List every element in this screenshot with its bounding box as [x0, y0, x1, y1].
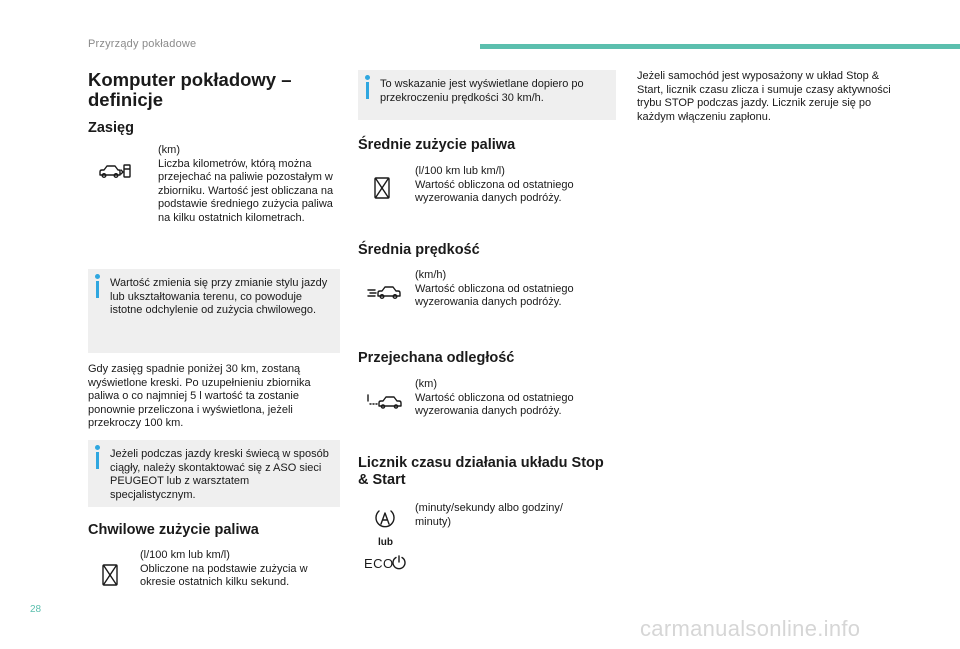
- stop-start-unit: (minuty/sekundy albo godziny/ minuty): [415, 502, 563, 528]
- range-dashes-paragraph: Gdy zasięg spadnie poniżej 30 km, zostaną wyświetlone kreski. Po uzupełnieniu zbiornika paliwa o co najmniej 5 l wartość ta zostanie ponownie przeliczona i wyświetlona, jeżeli przekroczy 100 km.: [88, 363, 311, 430]
- heading-range: Zasięg: [88, 120, 134, 136]
- avg-consumption-unit: (l/100 km lub km/l): [415, 165, 505, 177]
- page-number: 28: [30, 604, 42, 615]
- heading-distance: Przejechana odległość: [358, 350, 515, 366]
- info-note: [88, 440, 340, 507]
- stop-start-description: Jeżeli samochód jest wyposażony w układ Stop & Start, licznik czasu zlicza i sumuje czasy aktywności trybu STOP podczas jazdy. Licznik zeruje się po każdym włączeniu zapłonu.: [637, 70, 891, 123]
- section-label: Przyrządy pokładowe: [88, 38, 197, 50]
- info-note-text: To wskazanie jest wyświetlane dopiero po przekroczeniu prędkości 30 km/h.: [380, 78, 584, 104]
- watermark: carmanualsonline.info: [640, 616, 861, 641]
- avg-speed-description: Wartość obliczona od ostatniego wyzerowania danych podróży.: [415, 282, 574, 309]
- stop-start-icon: [372, 505, 398, 531]
- car-distance-icon: [366, 394, 404, 410]
- fuel-pump-icon: [101, 563, 121, 587]
- range-description: Liczba kilometrów, którą można przejechać na paliwie pozostałym w zbiorniku. Wartość jest obliczana na podstawie średniego zużycia paliwa na kilku ostatnich kilometrach.: [158, 157, 334, 224]
- avg-consumption-description: Wartość obliczona od ostatniego wyzerowania danych podróży.: [415, 178, 574, 205]
- instant-unit: (l/100 km lub km/l): [140, 549, 230, 561]
- avg-speed-unit: (km/h): [415, 269, 447, 281]
- eco-label: ECO: [364, 556, 394, 571]
- info-note: [88, 269, 340, 353]
- instant-description: Obliczone na podstawie zużycia w okresie ostatnich kilku sekund.: [140, 562, 308, 589]
- header-accent-line: [480, 44, 960, 49]
- heading-stop-start-timer: Licznik czasu działania układu Stop & Start: [358, 455, 604, 488]
- info-note: [358, 70, 616, 120]
- range-unit: (km): [158, 144, 180, 156]
- heading-average-speed: Średnia prędkość: [358, 242, 480, 258]
- info-note-text: Jeżeli podczas jazdy kreski świecą w sposób ciągły, należy skontaktować się z ASO sieci PEUGEOT lub z warsztatem specjalistycznym.: [110, 448, 329, 501]
- fuel-pump-icon: [373, 176, 393, 200]
- info-note-text: Wartość zmienia się przy zmianie stylu jazdy lub ukształtowania terenu, co powoduje istotne odchylenie od zużycia chwilowego.: [110, 277, 328, 317]
- page-title: Komputer pokładowy – definicje: [88, 69, 292, 110]
- car-speed-icon: [367, 283, 403, 301]
- info-icon: [95, 274, 100, 279]
- eco-stop-icon: [391, 554, 407, 570]
- info-icon: [95, 445, 100, 450]
- heading-instant-consumption: Chwilowe zużycie paliwa: [88, 522, 259, 538]
- or-label: lub: [378, 537, 393, 548]
- heading-average-consumption: Średnie zużycie paliwa: [358, 137, 516, 153]
- car-fuel-pump-icon: [98, 161, 132, 181]
- distance-description: Wartość obliczona od ostatniego wyzerowania danych podróży.: [415, 391, 574, 418]
- distance-unit: (km): [415, 378, 437, 390]
- info-icon: [365, 75, 370, 80]
